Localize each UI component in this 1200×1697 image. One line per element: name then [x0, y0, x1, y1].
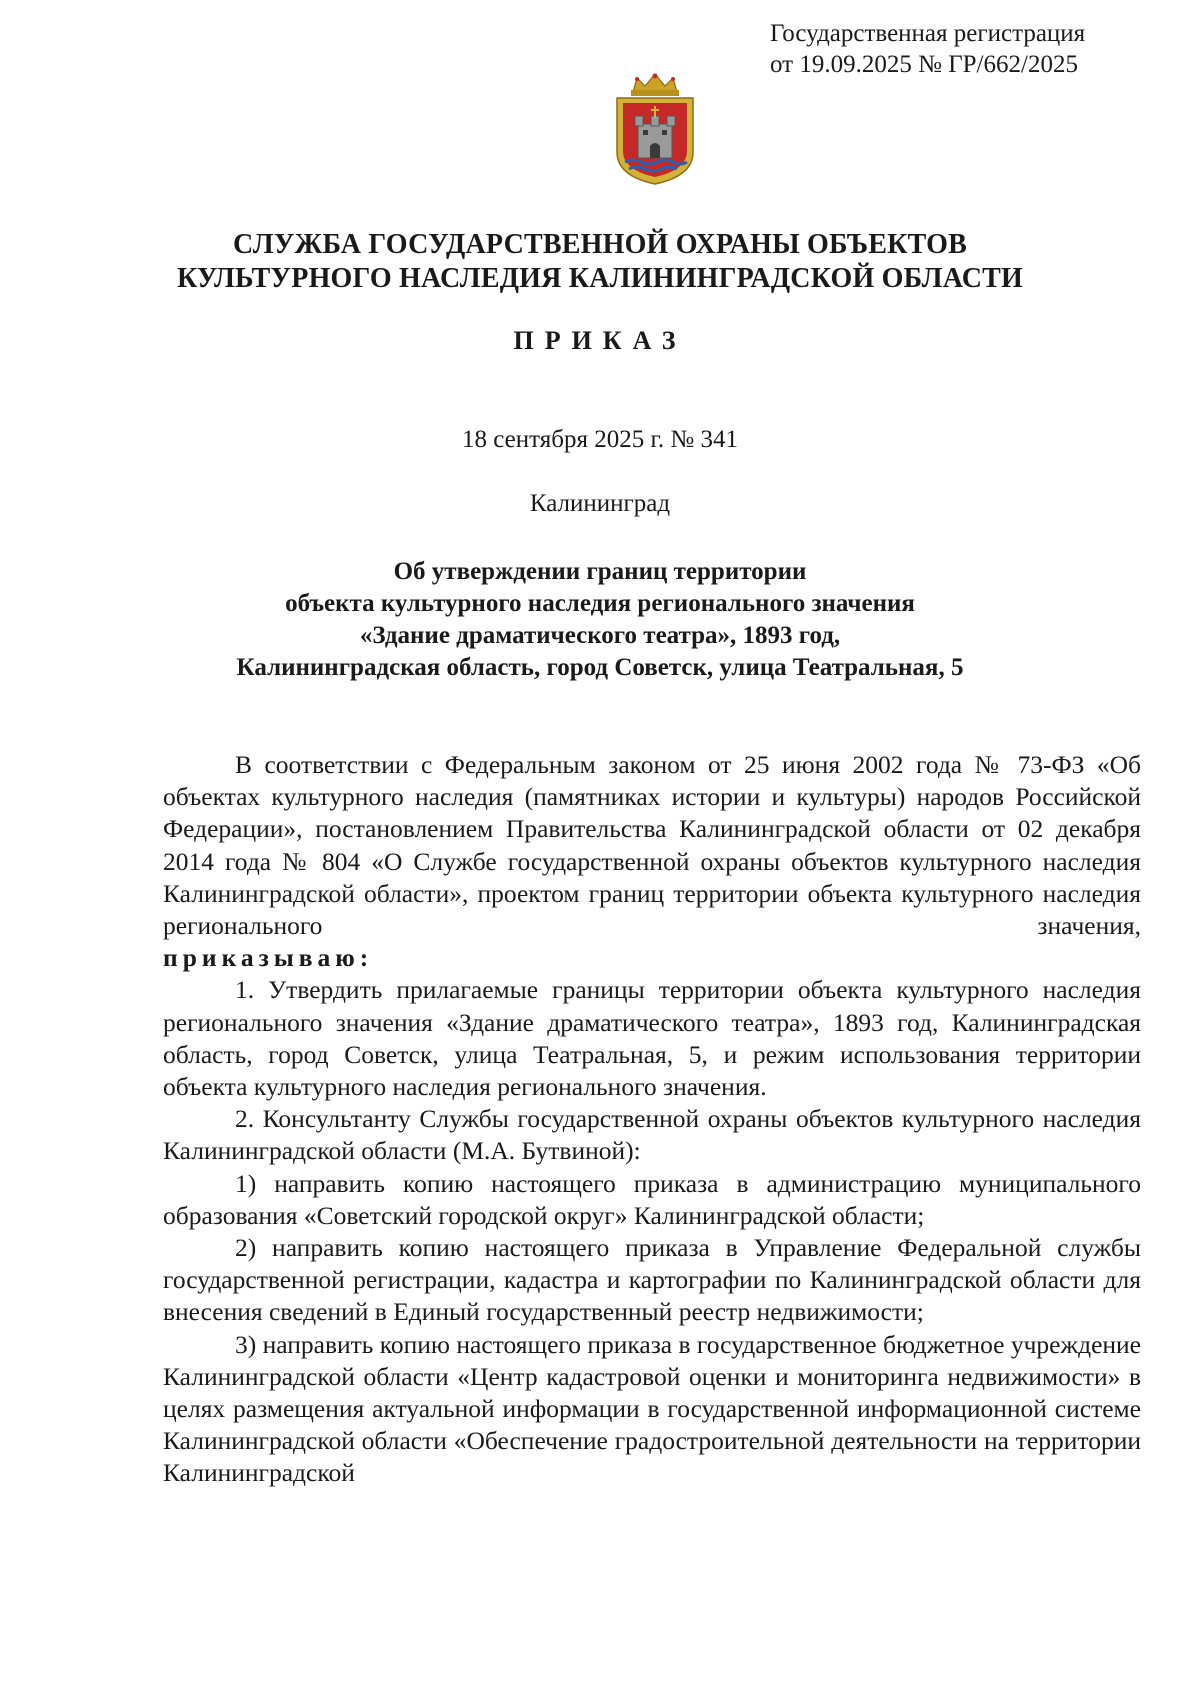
document-type: ПРИКАЗ — [513, 326, 687, 355]
preamble-text: В соответствии с Федеральным законом от 25 июня 2002 года № 73-ФЗ «Об объектах культурного наследия (памятниках истории и культуры) народов Российской Федерации», постановлением Правительства Калининградской области от 02 декабря 2014 года № 804 «О Службе государственной охраны объектов культурного наследия Калининградской области», проектом границ территории объекта культурного наследия регионального значения, — [163, 750, 1141, 941]
item-2-3: 3) направить копию настоящего приказа в государственное бюджетное учреждение Калининградской области «Центр кадастровой оценки и мониторинга недвижимости» в целях размещения актуальной информации в государственной информационной системе Калининградской области «Обеспечение градостроительной деятельности на территории Калининградской — [163, 1329, 1141, 1488]
registration-line-1: Государственная регистрация — [770, 20, 1086, 47]
order-word: приказываю: — [163, 943, 374, 973]
document-subject — [0, 556, 1200, 684]
registration-stamp — [770, 18, 1085, 80]
item-2-1: 1) направить копию настоящего приказа в администрацию муниципального образования «Советский городской округ» Калининградской области; — [163, 1168, 1141, 1230]
subject-line-3: «Здание драматического театра», 1893 год, — [359, 622, 841, 649]
city: Калининград — [529, 490, 671, 517]
registration-line-2: от 19.09.2025 № ГР/662/2025 — [770, 51, 1078, 78]
subject-line-2: объекта культурного наследия регионального значения — [285, 590, 915, 617]
organization-line-1: СЛУЖБА ГОСУДАРСТВЕННОЙ ОХРАНЫ ОБЪЕКТОВ — [233, 229, 967, 260]
item-1: 1. Утвердить прилагаемые границы территории объекта культурного наследия регионального значения «Здание драматического театра», 1893 год, Калининградская область, город Советск, улица Театральная, 5, и режим использования территории объекта культурного наследия регионального значения. — [163, 975, 1141, 1102]
subject-line-1: Об утверждении границ территории — [393, 558, 807, 585]
order-word-paragraph — [163, 942, 1141, 974]
document-body — [163, 749, 1141, 1490]
organization-line-2: КУЛЬТУРНОГО НАСЛЕДИЯ КАЛИНИНГРАДСКОЙ ОБЛАСТИ — [176, 263, 1024, 294]
subject-line-4: Калининградская область, город Советск, улица Театральная, 5 — [236, 654, 964, 681]
date-number: 18 сентября 2025 г. № 341 — [462, 426, 738, 453]
organization-name — [0, 228, 1200, 296]
preamble-paragraph — [163, 749, 1141, 942]
coat-of-arms-icon — [611, 70, 699, 186]
item-2: 2. Консультанту Службы государственной охраны объектов культурного наследия Калининградской области (М.А. Бутвиной): — [163, 1104, 1141, 1166]
item-2-2: 2) направить копию настоящего приказа в Управление Федеральной службы государственной регистрации, кадастра и картографии по Калининградской области для внесения сведений в Единый государственный реестр недвижимости; — [163, 1233, 1141, 1327]
